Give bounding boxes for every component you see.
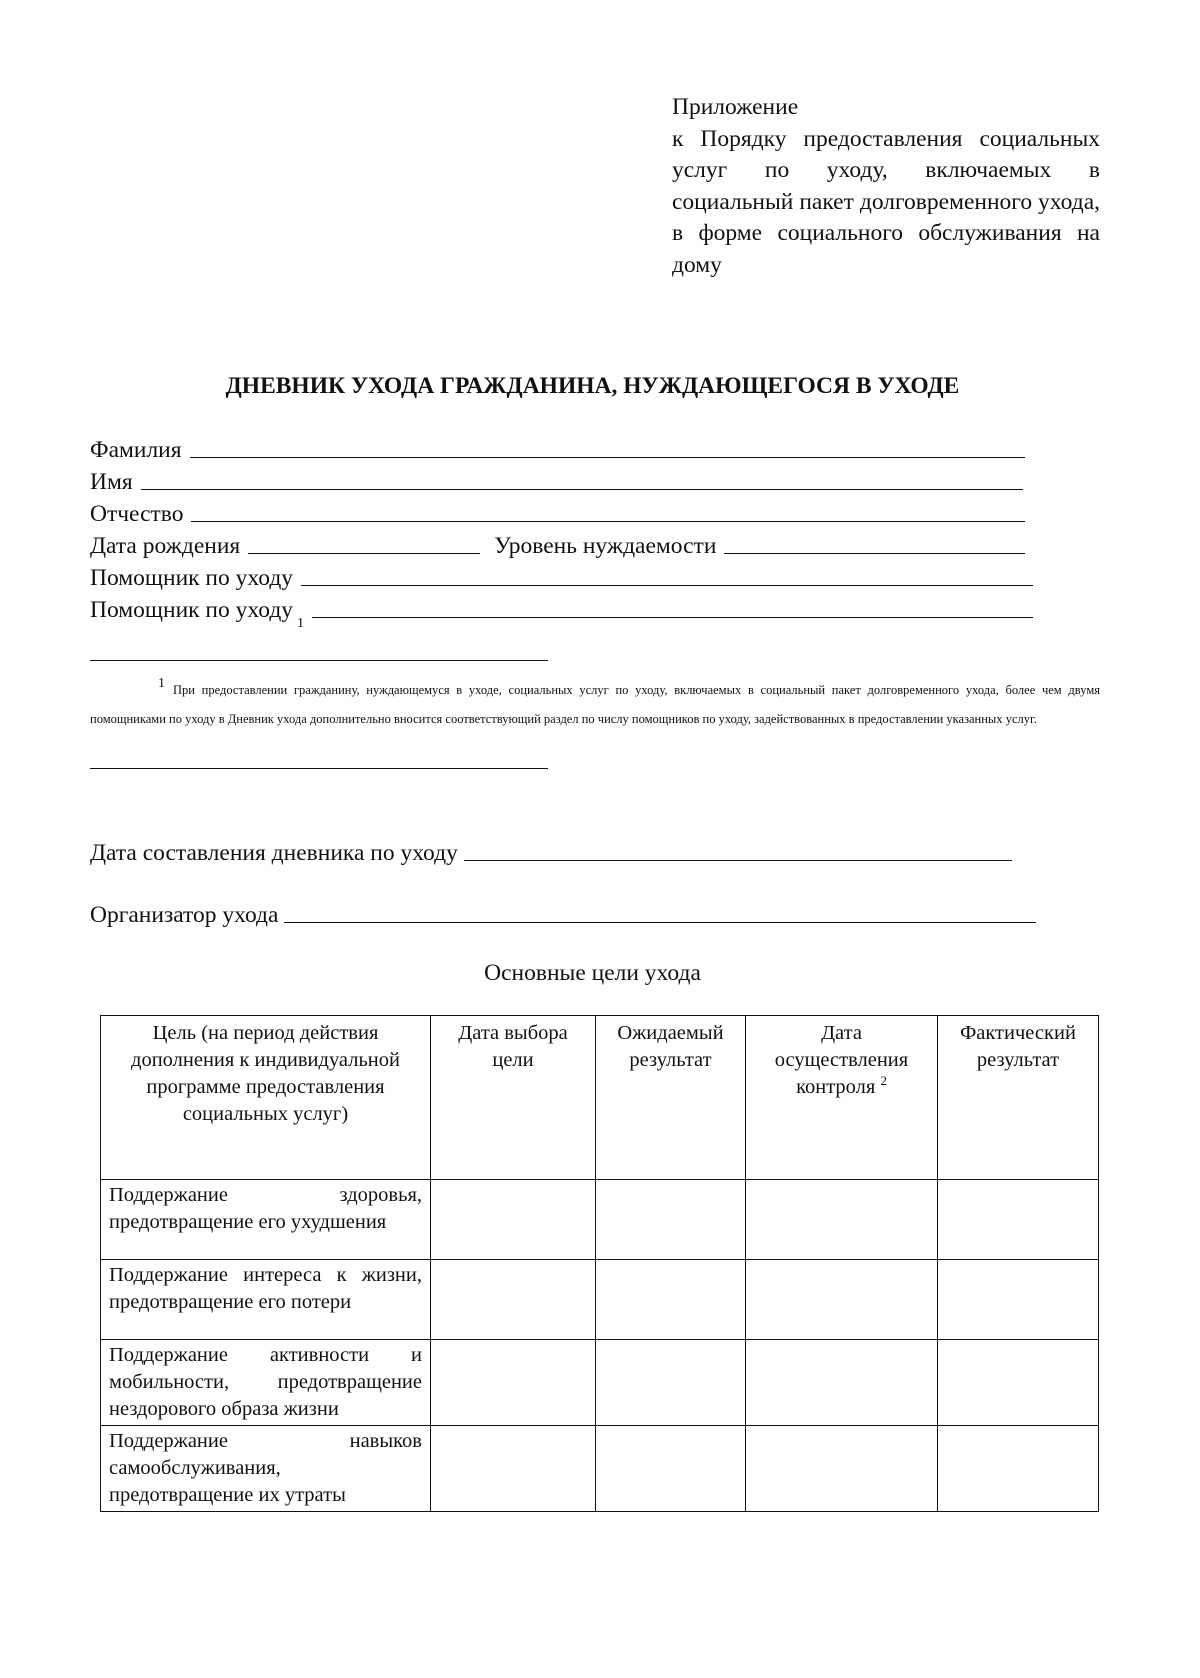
expected-cell[interactable]: [596, 1260, 746, 1340]
diary-date-row: [90, 835, 1012, 867]
goal-cell: Поддержание интереса к жизни, предотвращение его потери: [101, 1260, 431, 1340]
goal-cell: Поддержание навыков самообслуживания, предотвращение их утраты: [101, 1426, 431, 1512]
organizer-blank[interactable]: [284, 922, 1036, 923]
assistant-2-blank[interactable]: [312, 617, 1033, 618]
header-control-date-text: Дата осуществления контроля: [774, 1022, 909, 1098]
header-date-chosen: Дата выбора цели: [431, 1016, 596, 1180]
control-date-cell[interactable]: [746, 1426, 938, 1512]
date-chosen-cell[interactable]: [431, 1340, 596, 1426]
patronymic-blank[interactable]: [191, 521, 1025, 522]
surname-blank[interactable]: [190, 457, 1025, 458]
table-row: [101, 1426, 1099, 1512]
need-level-label: Уровень нуждаемости: [494, 533, 717, 559]
footnote-text: При предоставлении гражданину, нуждающемуся в уходе, социальных услуг по уходу, включаемых в социальный пакет долговременного ухода, более чем двумя помощниками по уходу в Дневник ухода дополнительно вносится соответствующий раздел по числу помощников по уходу, задействованных в предоставлении указанных услуг.: [90, 683, 1100, 726]
surname-row: [90, 432, 1085, 464]
table-row: [101, 1260, 1099, 1340]
assistant-1-row: [90, 560, 1085, 592]
goals-table: [100, 1015, 1099, 1512]
date-chosen-cell[interactable]: [431, 1260, 596, 1340]
header-expected: Ожидаемый результат: [596, 1016, 746, 1180]
footnote: [90, 676, 1100, 734]
patronymic-row: [90, 496, 1085, 528]
appendix-block: [672, 92, 1100, 281]
appendix-text: к Порядку предоставления социальных услуг по уходу, включаемых в социальный пакет долговременного ухода, в форме социального обслуживания на дому: [672, 125, 1100, 278]
footnote-divider-top: [90, 660, 548, 661]
diary-date-label: Дата составления дневника по уходу: [90, 840, 458, 866]
header-goal: Цель (на период действия дополнения к индивидуальной программе предоставления социальных услуг): [101, 1016, 431, 1180]
surname-label: Фамилия: [90, 437, 182, 463]
name-blank[interactable]: [141, 489, 1023, 490]
date-chosen-cell[interactable]: [431, 1180, 596, 1260]
actual-cell[interactable]: [938, 1260, 1099, 1340]
assistant-1-label: Помощник по уходу: [90, 565, 294, 591]
table-row: [101, 1180, 1099, 1260]
date-chosen-cell[interactable]: [431, 1426, 596, 1512]
birth-date-label: Дата рождения: [90, 533, 241, 559]
footnote-mark: 1: [158, 676, 165, 691]
organizer-row: [90, 897, 1036, 929]
appendix-label: Приложение: [672, 94, 799, 120]
assistant-2-row: Помощник по уходу 1: [90, 592, 1085, 624]
need-level-blank[interactable]: [724, 553, 1025, 554]
expected-cell[interactable]: [596, 1180, 746, 1260]
personal-fields: [90, 432, 1085, 631]
footnote-ref-2: 2: [880, 1073, 887, 1089]
patronymic-label: Отчество: [90, 501, 184, 527]
actual-cell[interactable]: [938, 1426, 1099, 1512]
goal-cell: Поддержание активности и мобильности, предотвращение нездорового образа жизни: [101, 1340, 431, 1426]
name-row: [90, 464, 1085, 496]
expected-cell[interactable]: [596, 1426, 746, 1512]
control-date-cell[interactable]: [746, 1260, 938, 1340]
birth-date-blank[interactable]: [248, 553, 480, 554]
assistant-2-label: Помощник по уходу: [90, 597, 294, 623]
assistant-1-blank[interactable]: [301, 585, 1033, 586]
control-date-cell[interactable]: [746, 1180, 938, 1260]
birth-date-row: [90, 528, 1085, 560]
table-row: [101, 1340, 1099, 1426]
expected-cell[interactable]: [596, 1340, 746, 1426]
header-actual: Фактический результат: [938, 1016, 1099, 1180]
control-date-cell[interactable]: [746, 1340, 938, 1426]
header-control-date: [746, 1016, 938, 1180]
organizer-label: Организатор ухода: [90, 902, 279, 928]
goals-header-row: [101, 1016, 1099, 1180]
diary-date-blank[interactable]: [464, 860, 1012, 861]
footnote-divider-bottom: [90, 768, 548, 769]
document-title: ДНЕВНИК УХОДА ГРАЖДАНИНА, НУЖДАЮЩЕГОСЯ В УХОДЕ: [225, 373, 960, 399]
name-label: Имя: [90, 469, 133, 495]
goals-title: Основные цели ухода: [484, 960, 701, 986]
actual-cell[interactable]: [938, 1180, 1099, 1260]
goal-cell: Поддержание здоровья, предотвращение его ухудшения: [101, 1180, 431, 1260]
actual-cell[interactable]: [938, 1340, 1099, 1426]
